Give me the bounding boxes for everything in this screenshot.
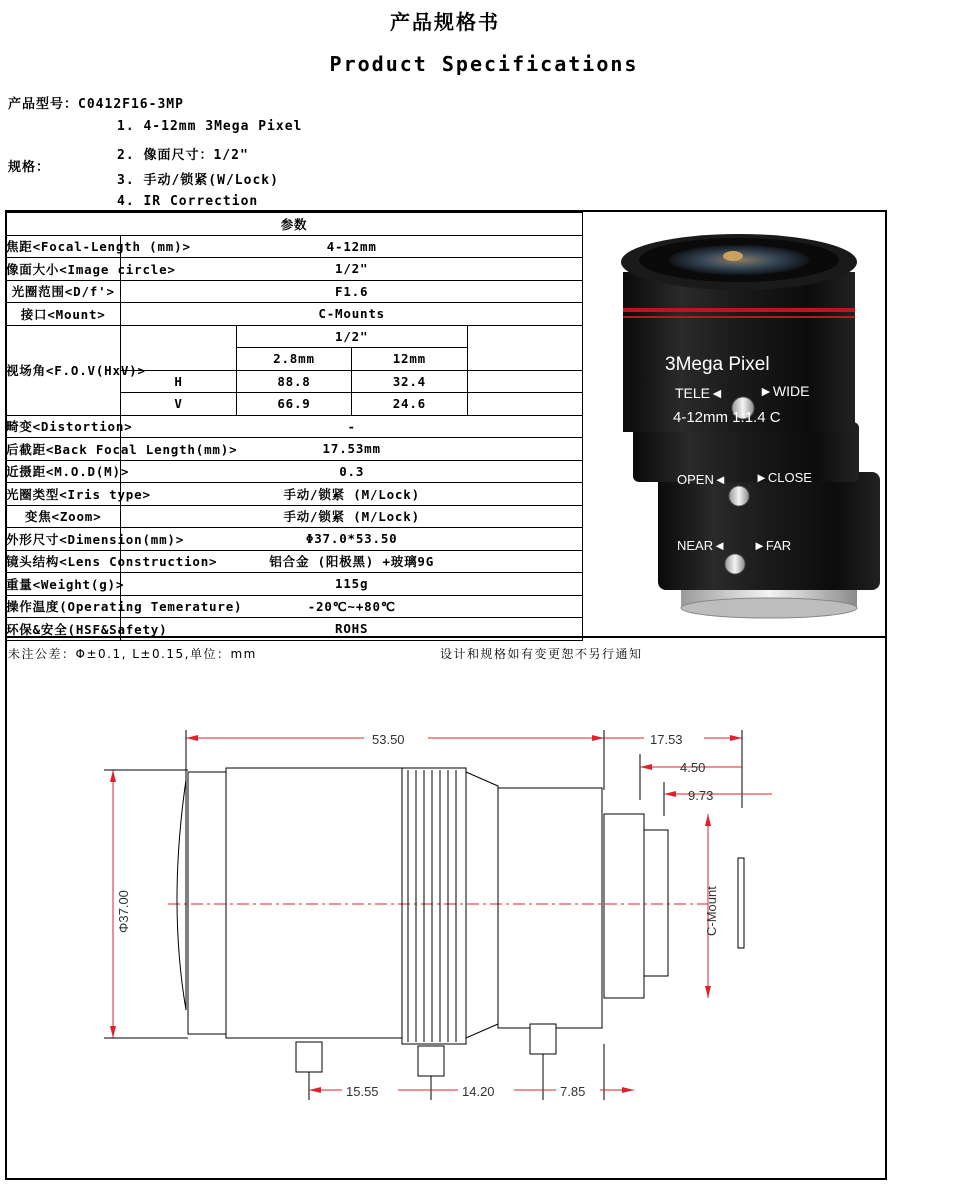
lens-outline-drawing <box>8 690 886 1130</box>
lens-text-megapixel: 3Mega Pixel <box>665 354 770 375</box>
row-label: 接口<Mount> <box>6 303 121 326</box>
row-value: ROHS <box>121 618 583 641</box>
spec-label: 规格： <box>8 160 51 175</box>
lens-text-near: NEAR◄ <box>677 538 726 553</box>
table-row <box>6 438 583 461</box>
row-value: Φ37.0*53.50 <box>121 528 583 551</box>
fov-blank <box>467 325 582 348</box>
row-label: 像面大小<Image circle> <box>6 258 121 281</box>
model-row <box>8 93 184 112</box>
row-label: 环保&安全(HSF&Safety) <box>6 618 121 641</box>
fov-blank <box>121 325 236 348</box>
dim-973-label: 9.73 <box>688 788 714 803</box>
fov-row <box>6 325 583 348</box>
dim-diameter-label: Φ37.00 <box>116 890 131 933</box>
tolerance-note: 未注公差：Φ±0.1, L±0.15,单位：mm <box>8 647 257 661</box>
lens-text-wide: ►WIDE <box>759 383 810 399</box>
row-value: 手动/锁紧 (M/Lock) <box>121 505 583 528</box>
row-value: 4-12mm <box>121 235 583 258</box>
row-value: -20℃~+80℃ <box>121 595 583 618</box>
dim-length-label: 53.50 <box>372 732 405 747</box>
model-label: 产品型号： <box>8 97 79 112</box>
row-label: 后截距<Back Focal Length(mm)> <box>6 438 121 461</box>
table-row <box>6 528 583 551</box>
row-label: 光圈类型<Iris type> <box>6 483 121 506</box>
row-value: 115g <box>121 573 583 596</box>
dim-1555-label: 15.55 <box>346 1084 379 1099</box>
dimension-drawing <box>8 690 886 1130</box>
lens-illustration <box>583 212 885 636</box>
fov-v1: 66.9 <box>236 393 351 416</box>
spec-item-1: 1. 4-12mm 3Mega Pixel <box>117 119 303 134</box>
lens-text-close: ►CLOSE <box>755 470 812 485</box>
spec-item-3: 3. 手动/锁紧(W/Lock) <box>117 173 279 188</box>
lens-text-far: ►FAR <box>753 538 792 553</box>
fov-h2: 32.4 <box>352 370 467 393</box>
fov-size: 1/2" <box>236 325 467 348</box>
dim-450-label: 4.50 <box>680 760 706 775</box>
parameter-table <box>5 212 583 641</box>
table-header-row <box>6 213 583 236</box>
lens-text-open: OPEN◄ <box>677 472 727 487</box>
row-value: 17.53mm <box>121 438 583 461</box>
document-title-en: Product Specifications <box>329 52 639 76</box>
row-label: 重量<Weight(g)> <box>6 573 121 596</box>
row-value: 铝合金 (阳极黑) +玻璃9G <box>121 550 583 573</box>
fov-h-label: H <box>121 370 236 393</box>
row-value: 1/2" <box>121 258 583 281</box>
row-label: 外形尺寸<Dimension(mm)> <box>6 528 121 551</box>
row-value: 0.3 <box>121 460 583 483</box>
fov-col1: 2.8mm <box>236 348 351 371</box>
table-row <box>6 550 583 573</box>
row-value: - <box>121 415 583 438</box>
row-label: 近摄距<M.O.D(M)> <box>6 460 121 483</box>
fov-blank <box>467 370 582 393</box>
row-label: 光圈范围<D/f'> <box>6 280 121 303</box>
disclaimer-note: 设计和规格如有变更恕不另行通知 <box>440 647 643 661</box>
dim-785-label: 7.85 <box>560 1084 586 1099</box>
table-header: 参数 <box>6 213 583 236</box>
table-row <box>6 595 583 618</box>
table-row <box>6 415 583 438</box>
fov-label: 视场角<F.O.V(HxV)> <box>6 325 121 415</box>
row-label: 焦距<Focal-Length (mm)> <box>6 235 121 258</box>
fov-col2: 12mm <box>352 348 467 371</box>
row-label: 畸变<Distortion> <box>6 415 121 438</box>
table-row <box>6 505 583 528</box>
row-value: 手动/锁紧 (M/Lock) <box>121 483 583 506</box>
section-divider <box>5 636 887 638</box>
table-row <box>6 258 583 281</box>
table-row <box>6 573 583 596</box>
table-row <box>6 483 583 506</box>
row-value: F1.6 <box>121 280 583 303</box>
table-row <box>6 303 583 326</box>
table-row <box>6 235 583 258</box>
row-value: C-Mounts <box>121 303 583 326</box>
lens-text-spec: 4-12mm 1:1.4 C <box>673 409 781 426</box>
dim-bfl-label: 17.53 <box>650 732 683 747</box>
document-title-cn: 产品规格书 <box>390 10 500 34</box>
row-label: 变焦<Zoom> <box>6 505 121 528</box>
lens-text-tele: TELE◄ <box>675 385 724 401</box>
fov-h1: 88.8 <box>236 370 351 393</box>
dim-cmount-label: C-Mount <box>704 886 719 936</box>
fov-v2: 24.6 <box>352 393 467 416</box>
fov-v-label: V <box>121 393 236 416</box>
fov-blank <box>467 348 582 371</box>
spec-item-2: 2. 像面尺寸：1/2" <box>117 148 249 163</box>
row-label: 操作温度(Operating Temerature) <box>6 595 121 618</box>
row-label: 镜头结构<Lens Construction> <box>6 550 121 573</box>
table-row <box>6 280 583 303</box>
table-row <box>6 460 583 483</box>
fov-blank <box>467 393 582 416</box>
spec-item-4: 4. IR Correction <box>117 194 259 209</box>
dim-1420-label: 14.20 <box>462 1084 495 1099</box>
lens-photo <box>583 212 885 636</box>
model-value: C0412F16-3MP <box>78 97 184 112</box>
